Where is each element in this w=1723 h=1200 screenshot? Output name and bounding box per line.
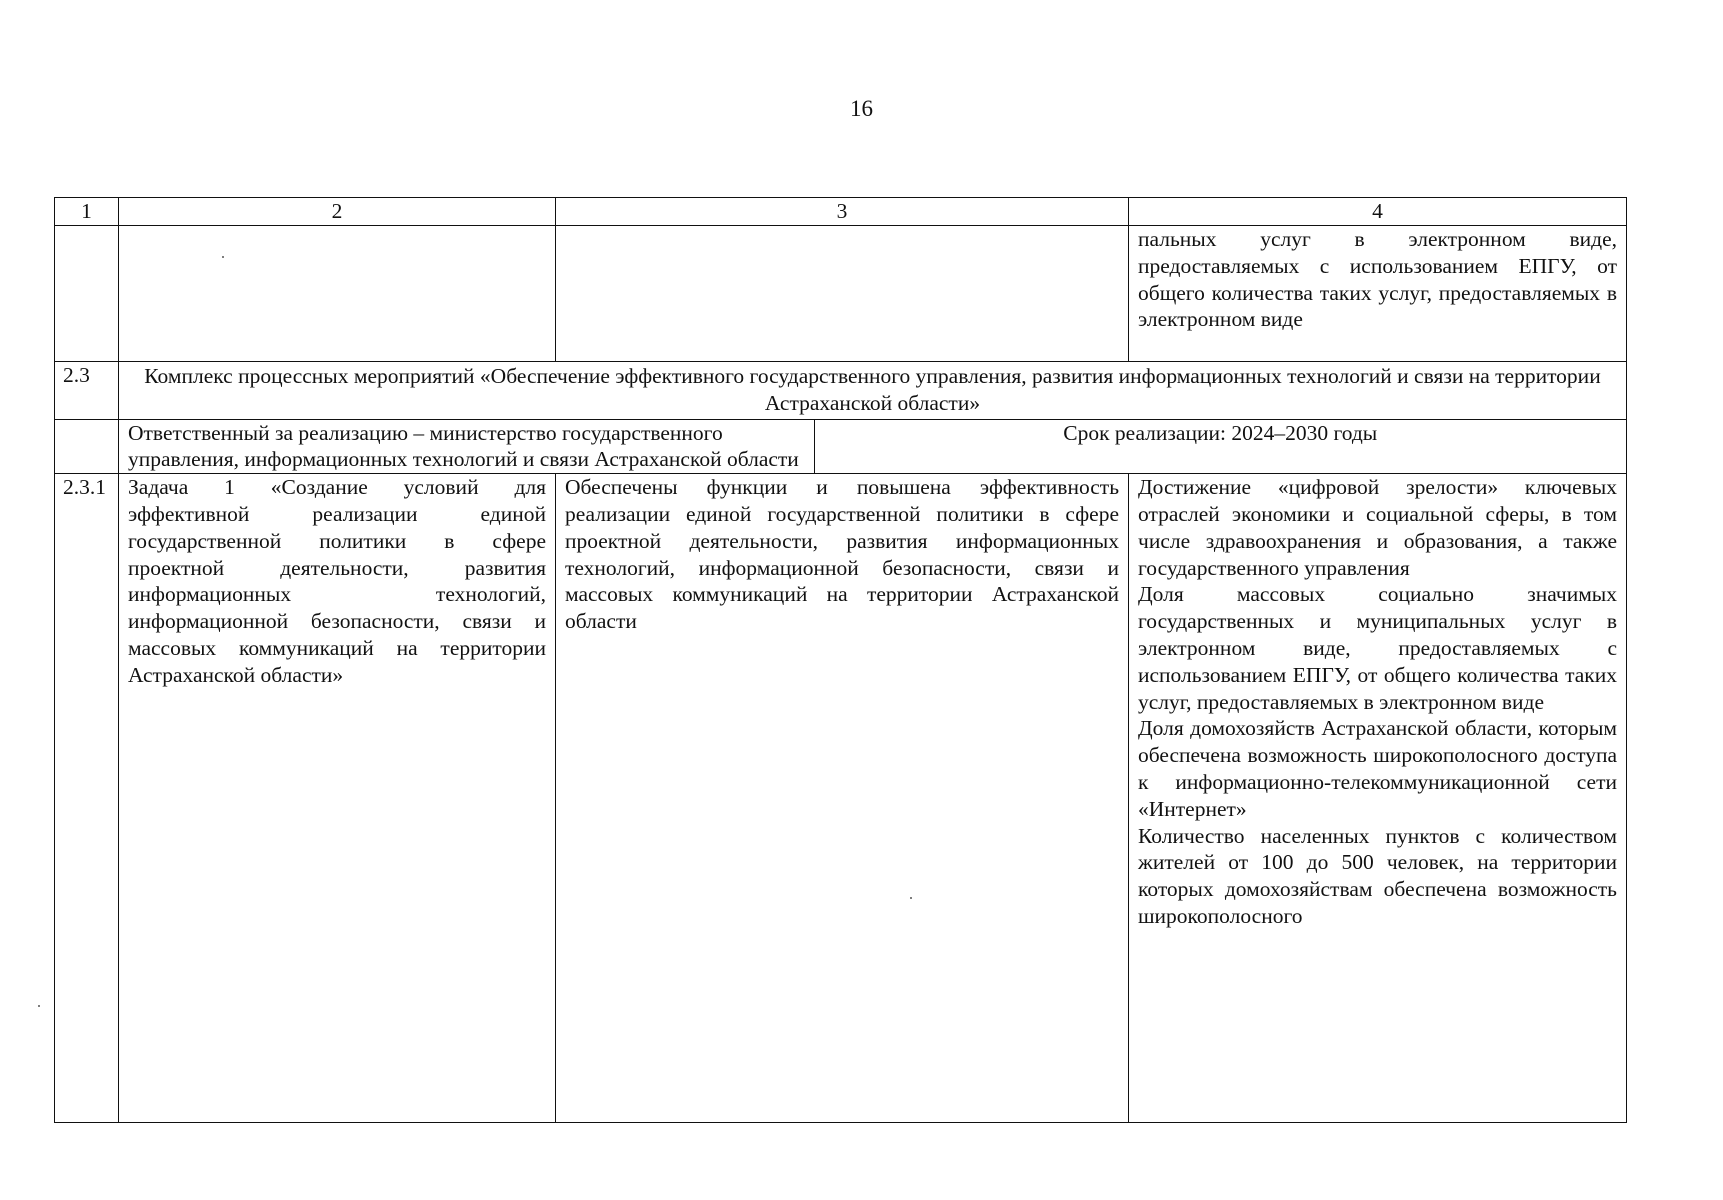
responsible-cell bbox=[119, 419, 1627, 474]
page-number: 16 bbox=[850, 96, 873, 121]
responsible-inner-table bbox=[128, 420, 1626, 474]
column-number-2: 2 bbox=[119, 198, 556, 226]
indicator-item: Количество населенных пунктов с количеством жителей от 100 до 500 человек, на территории которых домохозяйствам обеспечена возможность широкополосного bbox=[1138, 823, 1617, 928]
indicator-item: Доля массовых социально значимых государственных и муниципальных услуг в электронном виде, предоставляемых с использованием ЕПГУ, от общего количества таких услуг, предоставляемых в электронном виде bbox=[1138, 582, 1617, 714]
term-text: Срок реализации: 2024–2030 годы bbox=[1063, 420, 1378, 445]
indicator-item: Достижение «цифровой зрелости» ключевых отраслей экономики и социальной сферы, в том числе здравоохранения и образования, а также государственного управления bbox=[1138, 475, 1617, 580]
scan-speck bbox=[910, 897, 912, 899]
scan-speck bbox=[222, 256, 224, 258]
task-number: 2.3.1 bbox=[55, 474, 119, 1123]
section-number: 2.3 bbox=[55, 362, 119, 420]
continued-result-cell bbox=[556, 226, 1129, 362]
continued-indicator-cell: пальных услуг в электронном виде, предоставляемых с использованием ЕПГУ, от общего количества таких услуг, предоставляемых в электронном виде bbox=[1129, 226, 1627, 362]
column-number-row bbox=[55, 198, 1627, 226]
task-result: Обеспечены функции и повышена эффективность реализации единой государственной политики в сфере проектной деятельности, развития информационных технологий, информационной безопасности, связи и массовых коммуникаций на территории Астраханской области bbox=[556, 474, 1129, 1123]
indicator-item: Доля домохозяйств Астраханской области, которым обеспечена возможность широкополосного доступа к информационно-телекоммуникационной сети «Интернет» bbox=[1138, 716, 1617, 821]
responsible-number-cell bbox=[55, 419, 119, 474]
continued-row bbox=[55, 226, 1627, 362]
task-indicators bbox=[1129, 474, 1627, 1123]
column-number-4: 4 bbox=[1129, 198, 1627, 226]
responsible-text: Ответственный за реализацию – министерство государственного управления, информационных технологий и связи Астраханской области bbox=[128, 420, 814, 474]
task-name: Задача 1 «Создание условий для эффективной реализации единой государственной политики в сфере проектной деятельности, развития информационных технологий, информационной безопасности, связи и массовых коммуникаций на территории Астраханской области» bbox=[119, 474, 556, 1123]
scan-speck bbox=[38, 1005, 40, 1007]
section-title: Комплекс процессных мероприятий «Обеспечение эффективного государственного управления, развития информационных технологий и связи на территории Астраханской области» bbox=[119, 362, 1627, 420]
program-table bbox=[54, 197, 1627, 1123]
column-number-1: 1 bbox=[55, 198, 119, 226]
column-number-3: 3 bbox=[556, 198, 1129, 226]
section-row bbox=[55, 362, 1627, 420]
responsible-row bbox=[55, 419, 1627, 474]
task-row bbox=[55, 474, 1627, 1123]
continued-number-cell bbox=[55, 226, 119, 362]
continued-task-cell bbox=[119, 226, 556, 362]
